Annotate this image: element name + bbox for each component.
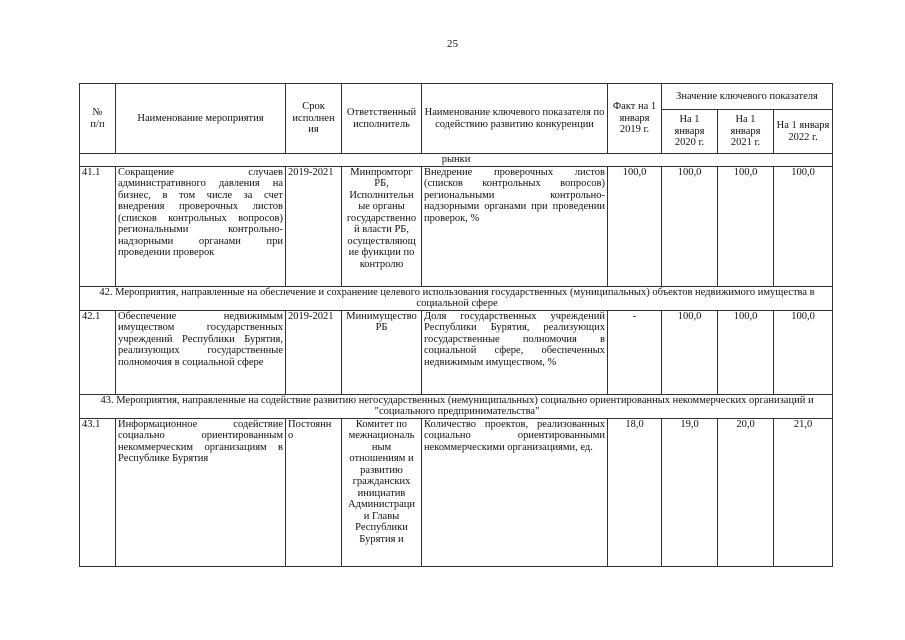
row-43-1-2020: 19,0 [662,418,718,566]
row-43-1-num: 43.1 [80,418,116,566]
section-43: 43. Мероприятия, направленные на содействие развитию негосударственных (немуниципальных) социально ориентированных некоммерческих организаций и "социального предпринимательства" [80,394,833,418]
row-42-1-2021: 100,0 [718,310,774,394]
row-42-1-2022: 100,0 [774,310,833,394]
row-42-1-fact: - [608,310,662,394]
row-41-1-name: Сокращение случаев административного давления на бизнес, в том числе за счет внедрения проверочных листов (списков контрольных вопросов) региональными контрольно-надзорными органами при проведении проверок [116,166,286,286]
section-row [80,286,833,310]
row-43-1-2021: 20,0 [718,418,774,566]
row-41-1-responsible: Минпромторг РБ, Исполнительн ые органы государственно й власти РБ, осуществляющ ие функции по контролю [342,166,422,286]
row-42-1-name: Обеспечение недвижимым имуществом государственных учреждений Республики Бурятия, реализующих государственные полномочия в социальной сфере [116,310,286,394]
row-42-1-num: 42.1 [80,310,116,394]
header-term: Срок исполнен ия [286,84,342,154]
row-43-1-name: Информационное содействие социально ориентированным некоммерческим организациям в Республике Бурятия [116,418,286,566]
header-responsible: Ответственный исполнитель [342,84,422,154]
table-row [80,418,833,566]
row-41-1-indicator: Внедрение проверочных листов (списков контрольных вопросов) региональными контрольно-надзорными органами при проведении проверок, % [422,166,608,286]
header-name: Наименование мероприятия [116,84,286,154]
row-43-1-responsible: Комитет по межнациональ ным отношениям и развитию гражданских инициатив Администраци и Главы Республики Бурятия и [342,418,422,566]
section-row [80,154,833,167]
header-2022: На 1 января 2022 г. [774,110,833,154]
section-markets: рынки [80,154,833,167]
row-43-1-indicator: Количество проектов, реализованных социально ориентированными некоммерческими организациями, ед. [422,418,608,566]
section-42: 42. Мероприятия, направленные на обеспечение и сохранение целевого использования государственных (муниципальных) объектов недвижимого имущества в социальной сфере [80,286,833,310]
table-row [80,166,833,286]
page-number: 25 [447,38,458,50]
row-43-1-2022: 21,0 [774,418,833,566]
header-value-group: Значение ключевого показателя [662,84,833,110]
row-41-1-fact: 100,0 [608,166,662,286]
row-42-1-indicator: Доля государственных учреждений Республики Бурятия, реализующих государственные полномочия в социальной сфере, обеспеченных недвижимым имуществом, % [422,310,608,394]
table-row [80,310,833,394]
header-fact: Факт на 1 января 2019 г. [608,84,662,154]
row-42-1-term: 2019-2021 [286,310,342,394]
row-41-1-2020: 100,0 [662,166,718,286]
measures-table [79,83,833,567]
header-indicator: Наименование ключевого показателя по содействию развитию конкуренции [422,84,608,154]
row-41-1-term: 2019-2021 [286,166,342,286]
row-41-1-2021: 100,0 [718,166,774,286]
row-42-1-2020: 100,0 [662,310,718,394]
row-43-1-term: Постоянн о [286,418,342,566]
row-43-1-fact: 18,0 [608,418,662,566]
section-row [80,394,833,418]
row-41-1-num: 41.1 [80,166,116,286]
header-2020: На 1 января 2020 г. [662,110,718,154]
row-42-1-responsible: Минимущество РБ [342,310,422,394]
header-2021: На 1 января 2021 г. [718,110,774,154]
header-num: № п/п [80,84,116,154]
row-41-1-2022: 100,0 [774,166,833,286]
